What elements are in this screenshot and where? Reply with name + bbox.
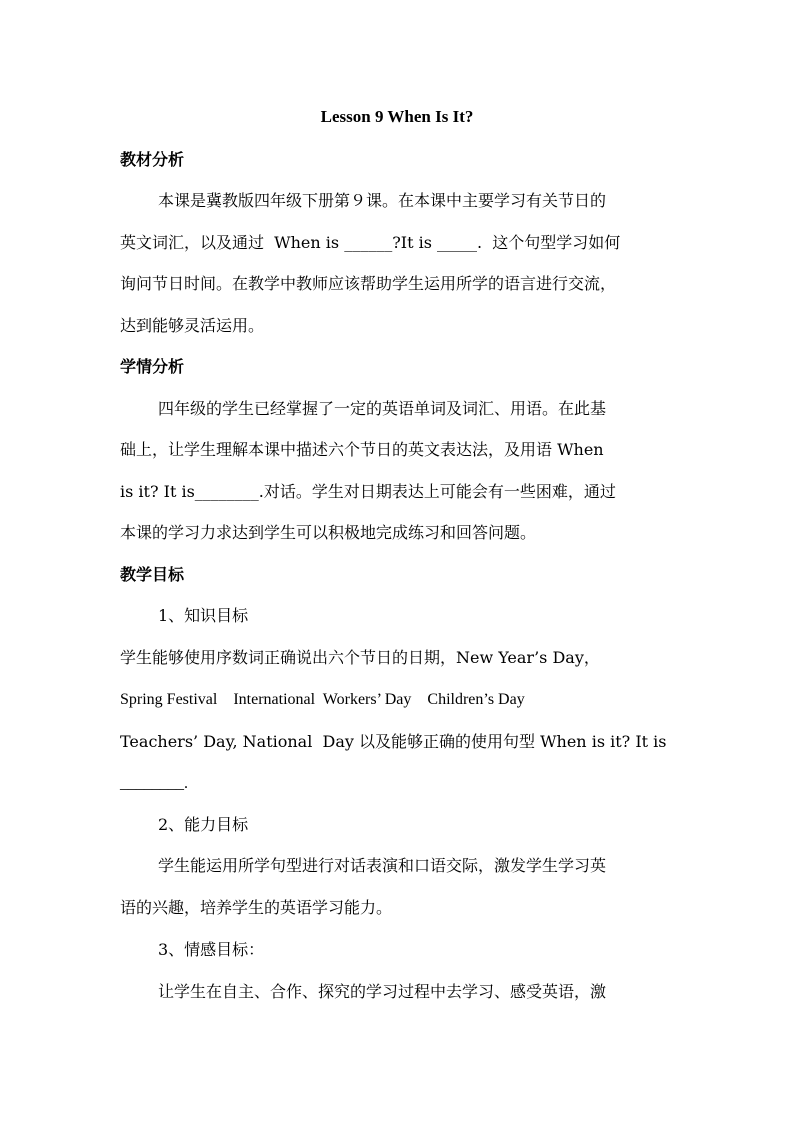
- paragraph-line: 语的兴趣，培养学生的英语学习能力。: [120, 898, 393, 917]
- paragraph-line: Teachers’ Day, National Day 以及能够正确的使用句型 When is it? It is: [120, 732, 667, 751]
- paragraph-line: 础上，让学生理解本课中描述六个节日的英文表达法，及用语 When: [120, 440, 604, 459]
- goal-emotion-label: 3、情感目标：: [158, 940, 265, 959]
- goal-knowledge-label: 1、知识目标: [158, 606, 249, 625]
- paragraph-line: 英文词汇，以及通过 When is ______?It is _____. 这个句型学习如何: [120, 233, 621, 252]
- paragraph-line: 四年级的学生已经掌握了一定的英语单词及词汇、用语。在此基: [158, 399, 607, 418]
- heading-textbook-analysis: 教材分析: [120, 150, 185, 169]
- paragraph-line: 本课的学习力求达到学生可以积极地完成练习和回答问题。: [120, 523, 537, 542]
- paragraph-line: is it? It is________.对话。学生对日期表达上可能会有一些困难，通过: [120, 482, 616, 501]
- goal-ability-label: 2、能力目标: [158, 815, 249, 834]
- paragraph-line: Spring Festival International Workers’ Day Children’s Day: [120, 691, 525, 708]
- heading-teaching-goals: 教学目标: [120, 565, 185, 584]
- paragraph-line: 让学生在自主、合作、探究的学习过程中去学习、感受英语，激: [158, 982, 607, 1001]
- document-title: Lesson 9 When Is It?: [320, 107, 474, 126]
- paragraph-line: 询问节日时间。在教学中教师应该帮助学生运用所学的语言进行交流，: [120, 274, 617, 293]
- paragraph-line: 学生能运用所学句型进行对话表演和口语交际，激发学生学习英: [158, 856, 607, 875]
- paragraph-line: 达到能够灵活运用。: [120, 316, 265, 335]
- paragraph-line: 学生能够使用序数词正确说出六个节日的日期，New Year’s Day，: [120, 648, 600, 667]
- paragraph-line: 本课是冀教版四年级下册第９课。在本课中主要学习有关节日的: [158, 191, 607, 210]
- heading-student-analysis: 学情分析: [120, 357, 185, 376]
- paragraph-line: ________.: [120, 775, 188, 792]
